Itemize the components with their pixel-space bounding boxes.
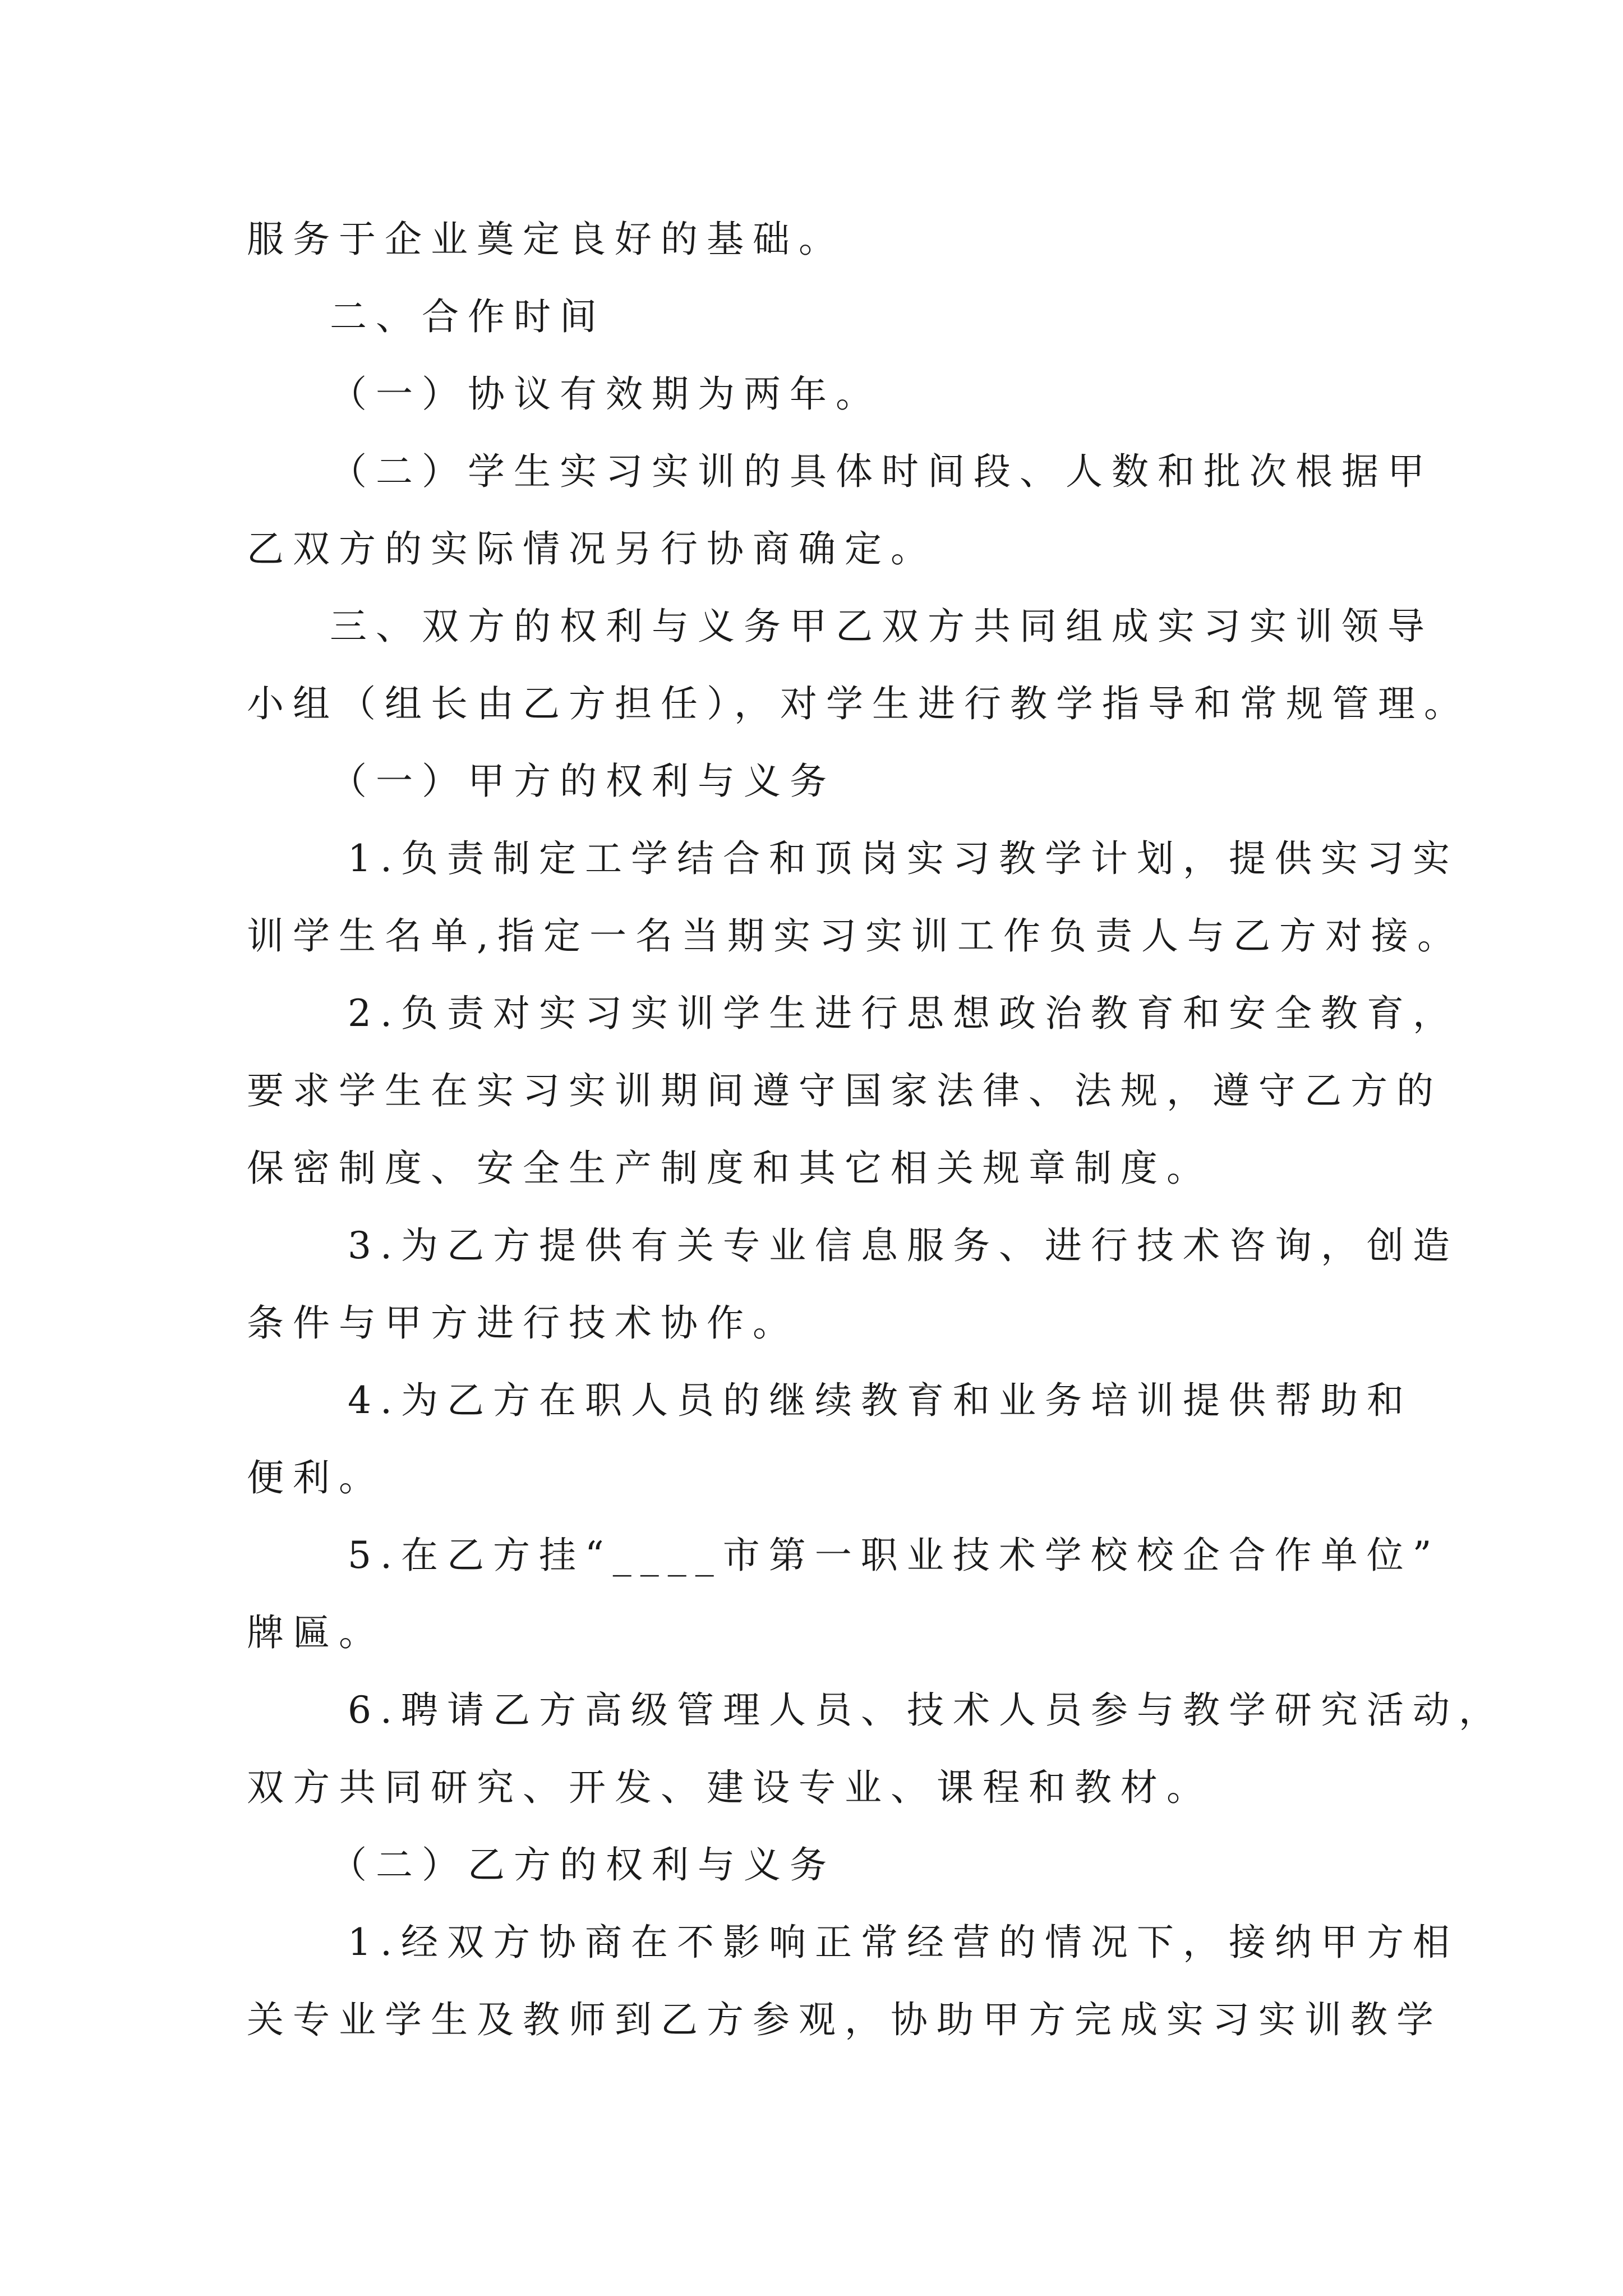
subsection-heading-party-a: （一）甲方的权利与义务 [330,760,836,803]
subsection-heading-party-b: （二）乙方的权利与义务 [330,1843,836,1887]
paragraph-line: 条件与甲方进行技术协作。 [247,1301,799,1345]
paragraph-line: 关专业学生及教师到乙方参观，协助甲方完成实习实训教学 [247,1998,1442,2041]
paragraph-line: 训学生名单,指定一名当期实习实训工作负责人与乙方对接。 [247,914,1463,958]
paragraph-line: 保密制度、安全生产制度和其它相关规章制度。 [247,1147,1212,1190]
list-item-line: 1.经双方协商在不影响正常经营的情况下，接纳甲方相 [348,1921,1459,1964]
section-heading-rights-obligations: 三、双方的权利与义务甲乙双方共同组成实习实训领导 [330,605,1433,648]
document-body [247,201,1505,2059]
list-item-line: 4.为乙方在职人员的继续教育和业务培训提供帮助和 [348,1379,1413,1422]
paragraph-line: 要求学生在实习实训期间遵守国家法律、法规，遵守乙方的 [247,1069,1442,1112]
subsection-line: （一）协议有效期为两年。 [330,372,882,416]
paragraph-line: 牌匾。 [247,1611,385,1654]
list-item-line: 1.负责制定工学结合和顶岗实习教学计划，提供实习实 [348,837,1459,880]
subsection-line: （二）学生实习实训的具体时间段、人数和批次根据甲 [330,450,1433,493]
list-item-line: 5.在乙方挂“____市第一职业技术学校校企合作单位” [348,1534,1441,1577]
list-item-line: 2.负责对实习实训学生进行思想政治教育和安全教育， [348,992,1459,1035]
paragraph-line: 双方共同研究、开发、建设专业、课程和教材。 [247,1766,1212,1809]
paragraph-line: 小组（组长由乙方担任），对学生进行教学指导和常规管理。 [247,682,1470,725]
paragraph-line: 服务于企业奠定良好的基础。 [247,218,845,261]
list-item-line: 3.为乙方提供有关专业信息服务、进行技术咨询，创造 [348,1224,1459,1267]
paragraph-line: 乙双方的实际情况另行协商确定。 [247,527,937,570]
section-heading-cooperation-time: 二、合作时间 [330,295,606,338]
paragraph-line: 便利。 [247,1456,385,1499]
list-item-line: 6.聘请乙方高级管理人员、技术人员参与教学研究活动， [348,1688,1505,1732]
